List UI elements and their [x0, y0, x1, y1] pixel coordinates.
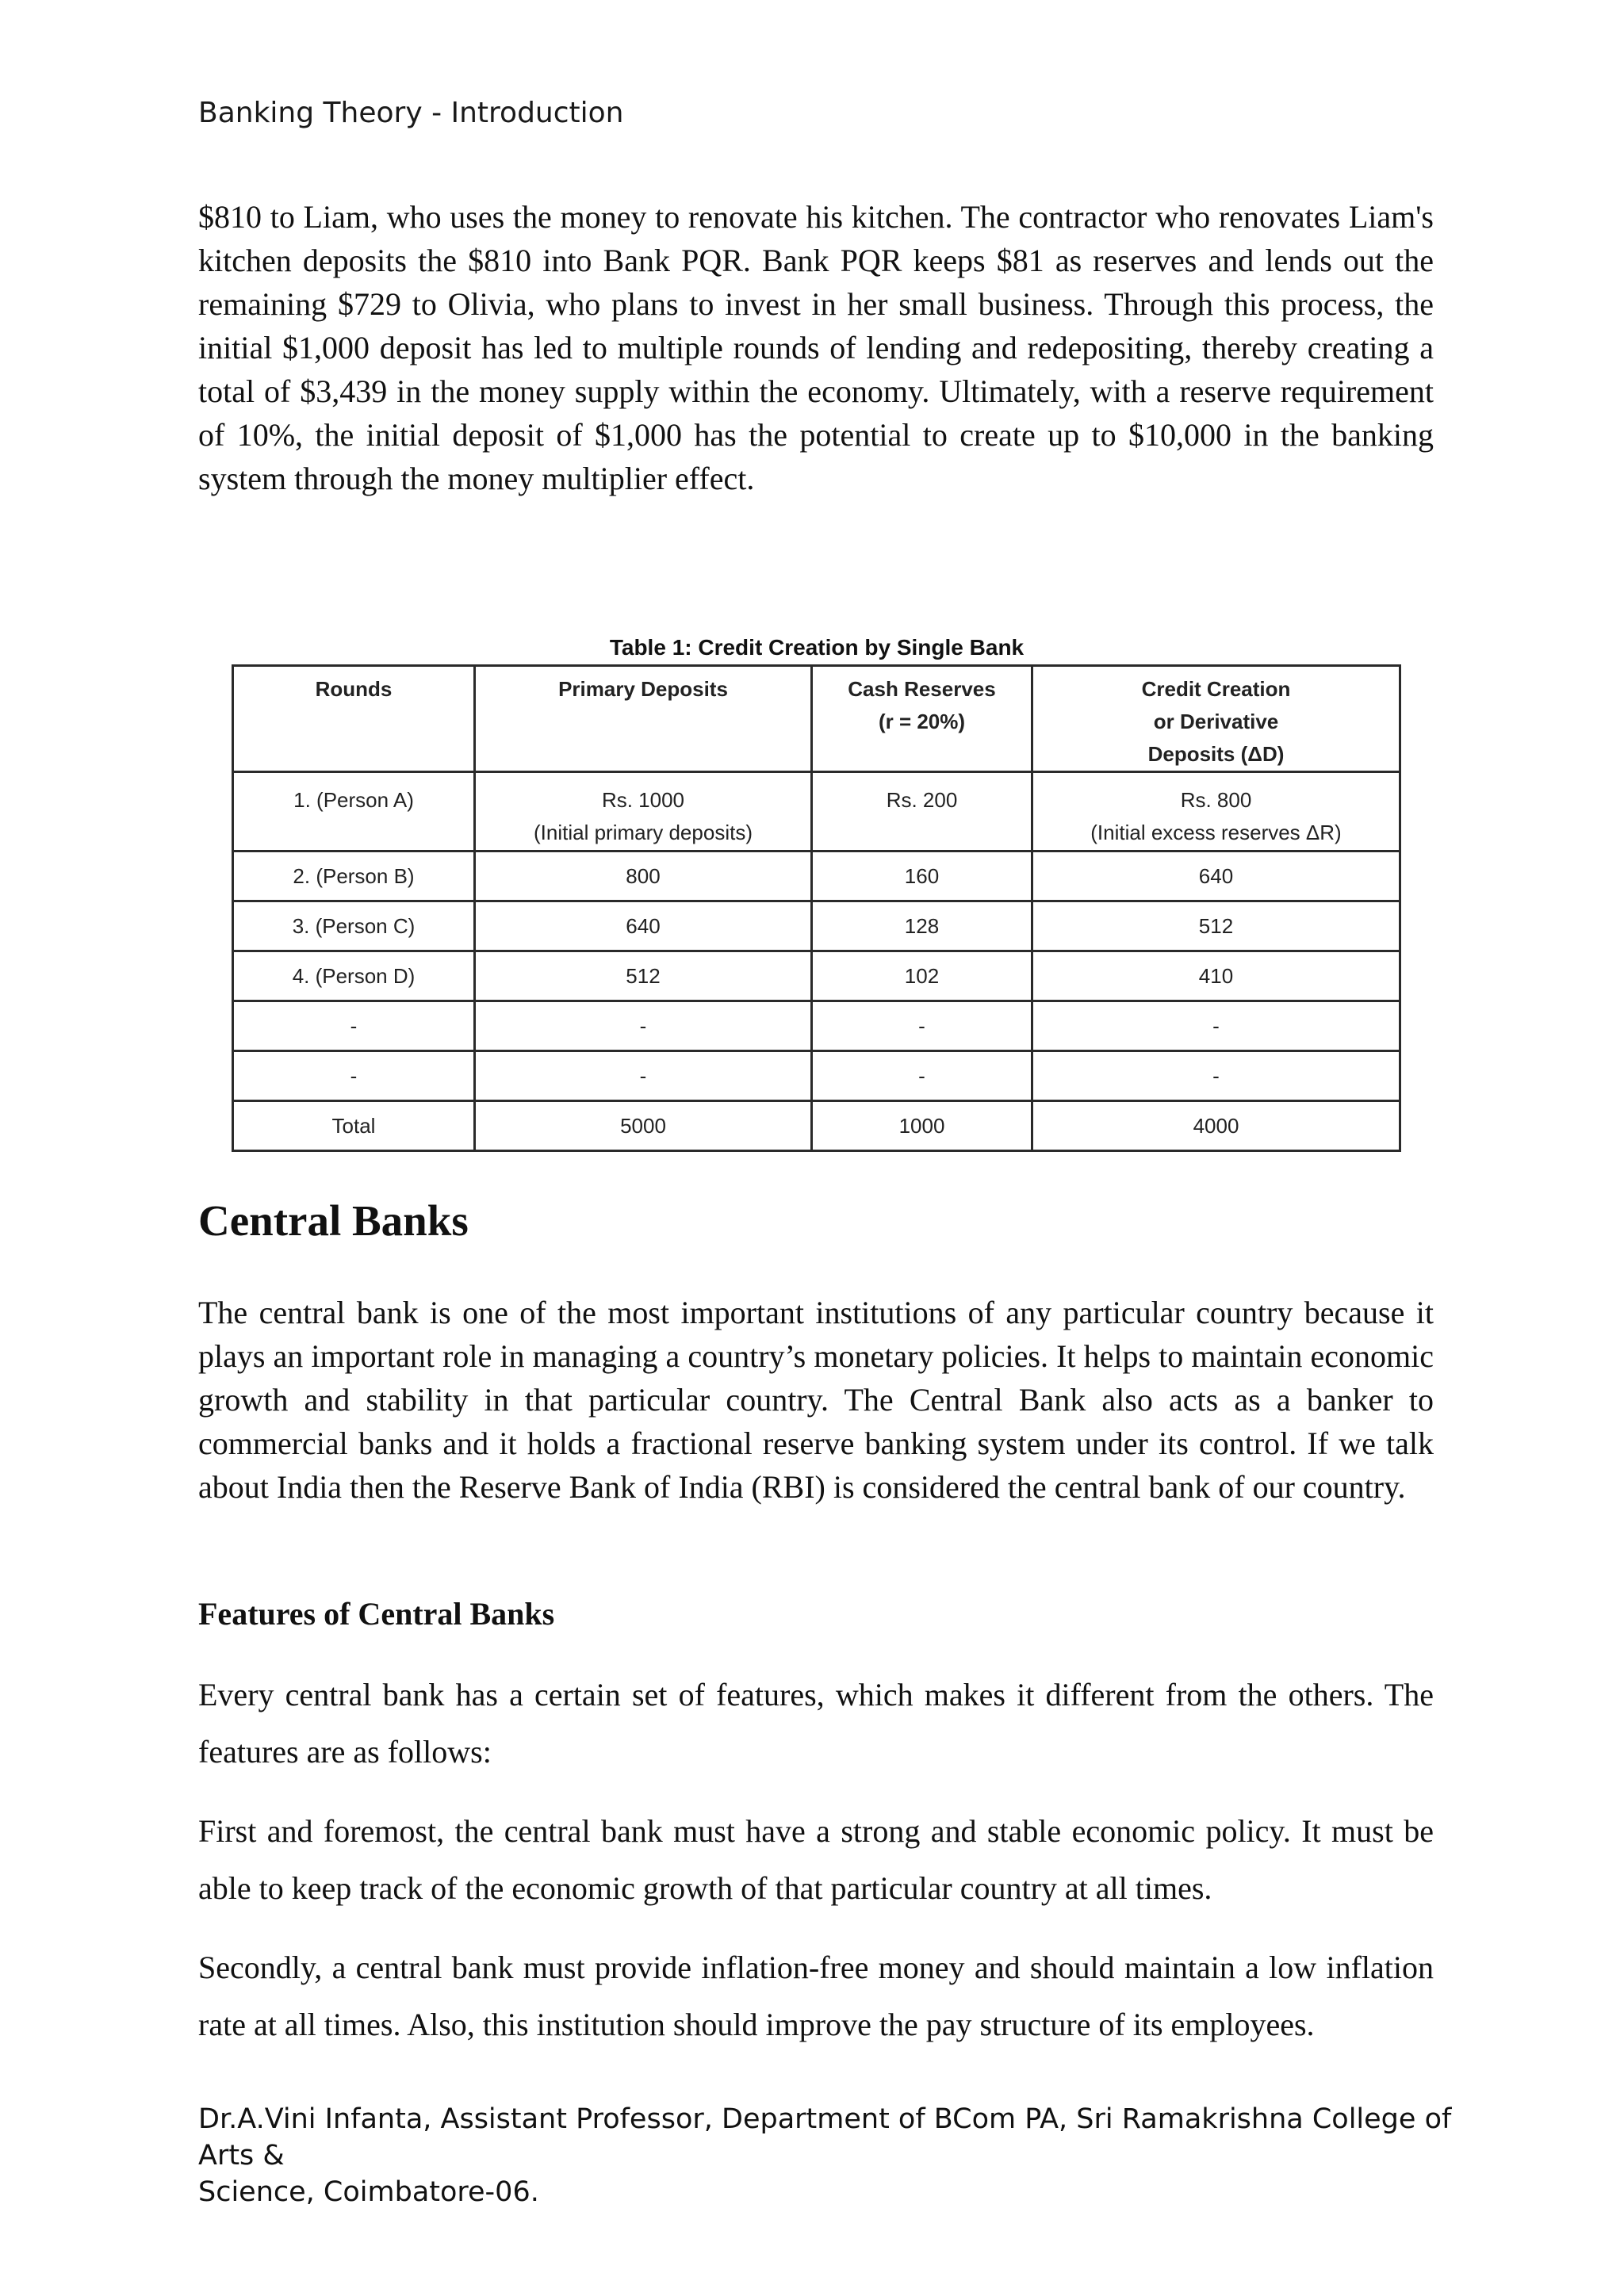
- table-row: [233, 901, 1400, 951]
- credit-creation-table: [232, 664, 1401, 1152]
- credit-creation-table-figure: [230, 631, 1404, 1152]
- cell-cash: -: [812, 1051, 1032, 1101]
- subheading-features: Features of Central Banks: [198, 1596, 555, 1632]
- paragraph-features-intro: Every central bank has a certain set of features, which makes it different from the others. The features are as follows:: [198, 1677, 1434, 1770]
- cell-total-cash: 1000: [812, 1101, 1032, 1151]
- paragraph-central-bank-intro: The central bank is one of the most important institutions of any particular country because it plays an important role in managing a country’s monetary policies. It helps to maintain economic growth and stability in that particular country. The Central Bank also acts as a banker to commercial banks and it holds a fractional reserve banking system under its control. If we talk about India then the Reserve Bank of India (RBI) is considered the central bank of our country.: [198, 1295, 1434, 1505]
- cell-primary: -: [475, 1001, 812, 1051]
- table-caption-prefix: Table 1: [609, 635, 685, 660]
- cell-round: -: [233, 1001, 475, 1051]
- cell-primary: -: [475, 1051, 812, 1101]
- header-credit-creation: Credit Creation or Derivative Deposits (ΔD): [1032, 666, 1400, 772]
- section-heading-central-banks: Central Banks: [198, 1196, 469, 1245]
- page-footer: [198, 2101, 1467, 2210]
- cell-cash: -: [812, 1001, 1032, 1051]
- cell-credit: Rs. 800 (Initial excess reserves ΔR): [1032, 772, 1400, 851]
- table-row: [233, 772, 1400, 851]
- paragraph-feature-second: Secondly, a central bank must provide inflation-free money and should maintain a low inflation rate at all times. Also, this institution should improve the pay structure of its employees.: [198, 1950, 1434, 2042]
- cell-credit: -: [1032, 1001, 1400, 1051]
- cell-total-credit: 4000: [1032, 1101, 1400, 1151]
- cell-credit: 512: [1032, 901, 1400, 951]
- cell-round: 3. (Person C): [233, 901, 475, 951]
- cell-cash: Rs. 200: [812, 772, 1032, 851]
- table-total-row: [233, 1101, 1400, 1151]
- paragraph-intro-continued: $810 to Liam, who uses the money to renovate his kitchen. The contractor who renovates Liam's kitchen deposits the $810 into Bank PQR. Bank PQR keeps $81 as reserves and lends out the remaining $729 to Olivia, who plans to invest in her small business. Through this process, the initial $1,000 deposit has led to multiple rounds of lending and redepositing, thereby creating a total of $3,439 in the money supply within the economy. Ultimately, with a reserve requirement of 10%, the initial deposit of $1,000 has the potential to create up to $10,000 in the banking system through the money multiplier effect.: [198, 199, 1434, 496]
- cell-primary: 800: [475, 851, 812, 901]
- header-cash-reserves: Cash Reserves (r = 20%): [812, 666, 1032, 772]
- running-header: Banking Theory - Introduction: [198, 97, 624, 129]
- cell-credit: 410: [1032, 951, 1400, 1001]
- table-row: [233, 1001, 1400, 1051]
- cell-total-label: Total: [233, 1101, 475, 1151]
- table-row: [233, 951, 1400, 1001]
- footer-line-2: Science, Coimbatore-06.: [198, 2176, 539, 2208]
- table-caption: [230, 631, 1404, 664]
- cell-round: 4. (Person D): [233, 951, 475, 1001]
- cell-cash: 160: [812, 851, 1032, 901]
- footer-line-1: Dr.A.Vini Infanta, Assistant Professor, Department of BCom PA, Sri Ramakrishna College of Arts &: [198, 2103, 1452, 2172]
- paragraph-feature-first: First and foremost, the central bank must have a strong and stable economic policy. It must be able to keep track of the economic growth of that particular country at all times.: [198, 1813, 1434, 1906]
- cell-round: -: [233, 1051, 475, 1101]
- table-row: [233, 851, 1400, 901]
- cell-credit: -: [1032, 1051, 1400, 1101]
- cell-credit: 640: [1032, 851, 1400, 901]
- cell-primary: 512: [475, 951, 812, 1001]
- cell-round: 1. (Person A): [233, 772, 475, 851]
- cell-cash: 102: [812, 951, 1032, 1001]
- header-rounds: Rounds: [233, 666, 475, 772]
- cell-total-primary: 5000: [475, 1101, 812, 1151]
- cell-primary: Rs. 1000 (Initial primary deposits): [475, 772, 812, 851]
- table-row: [233, 1051, 1400, 1101]
- cell-round: 2. (Person B): [233, 851, 475, 901]
- cell-primary: 640: [475, 901, 812, 951]
- header-primary-deposits: Primary Deposits: [475, 666, 812, 772]
- cell-cash: 128: [812, 901, 1032, 951]
- table-header-row: [233, 666, 1400, 772]
- table-caption-title: : Credit Creation by Single Bank: [684, 635, 1025, 660]
